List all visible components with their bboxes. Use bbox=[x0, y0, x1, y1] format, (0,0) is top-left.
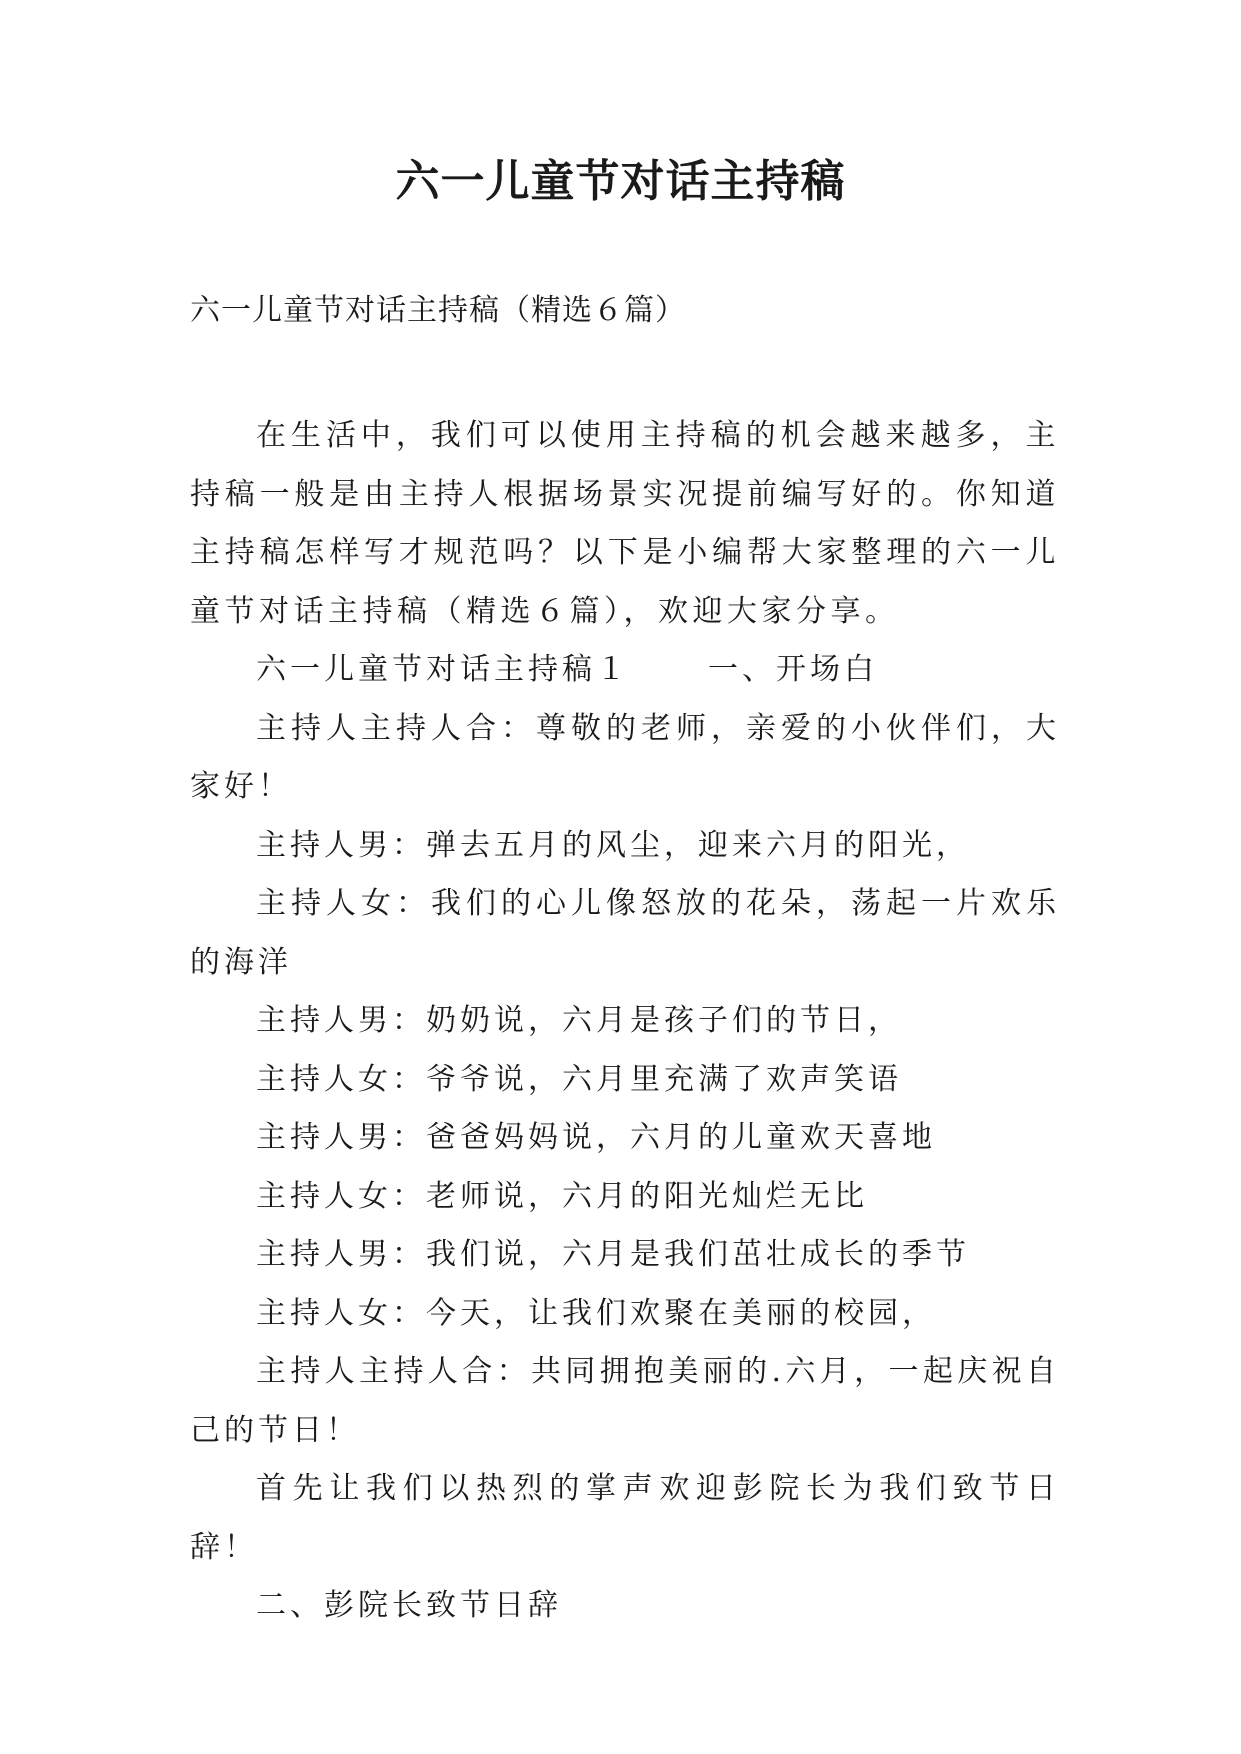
dialogue-line: 主持人女：老师说，六月的阳光灿烂无比 bbox=[256, 1178, 868, 1214]
dialogue-line: 主持人男：我们说，六月是我们茁壮成长的季节 bbox=[256, 1237, 970, 1272]
dialogue-line: 主持人女：爷爷说，六月里充满了欢声笑语 bbox=[256, 1061, 902, 1097]
section-part-heading: 二、彭院长致节日辞 bbox=[256, 1588, 562, 1623]
dialogue-line: 主持人男：爸爸妈妈说，六月的儿童欢天喜地 bbox=[256, 1120, 936, 1155]
document-body bbox=[190, 407, 1060, 1636]
section-heading-line bbox=[190, 641, 1060, 700]
dialogue-line: 主持人主持人合：尊敬的老师，亲爱的小伙伴们，大家好！ bbox=[190, 710, 1060, 804]
dialogue-line: 主持人女：今天，让我们欢聚在美丽的校园， bbox=[256, 1295, 936, 1331]
document-title: 六一儿童节对话主持稿 bbox=[395, 156, 846, 207]
dialogue-line: 主持人男：奶奶说，六月是孩子们的节日， bbox=[256, 1003, 902, 1038]
section-part-title: 一、开场白 bbox=[708, 652, 878, 687]
intro-paragraph: 在生活中，我们可以使用主持稿的机会越来越多，主持稿一般是由主持人根据场景实况提前编写好的。你知道主持稿怎样写才规范吗？以下是小编帮大家整理的六一儿童节对话主持稿（精选６篇），欢迎大家分享。 bbox=[190, 418, 1060, 629]
dialogue-line: 主持人男：弹去五月的风尘，迎来六月的阳光， bbox=[256, 827, 970, 863]
dialogue-line: 主持人主持人合：共同拥抱美丽的.六月，一起庆祝自己的节日！ bbox=[190, 1354, 1060, 1448]
dialogue-line: 首先让我们以热烈的掌声欢迎彭院长为我们致节日辞！ bbox=[190, 1471, 1060, 1565]
document-subtitle: 六一儿童节对话主持稿（精选６篇） bbox=[190, 293, 686, 328]
dialogue-line: 主持人女：我们的心儿像怒放的花朵，荡起一片欢乐的海洋 bbox=[190, 886, 1060, 980]
section-heading: 六一儿童节对话主持稿１ bbox=[256, 652, 630, 687]
